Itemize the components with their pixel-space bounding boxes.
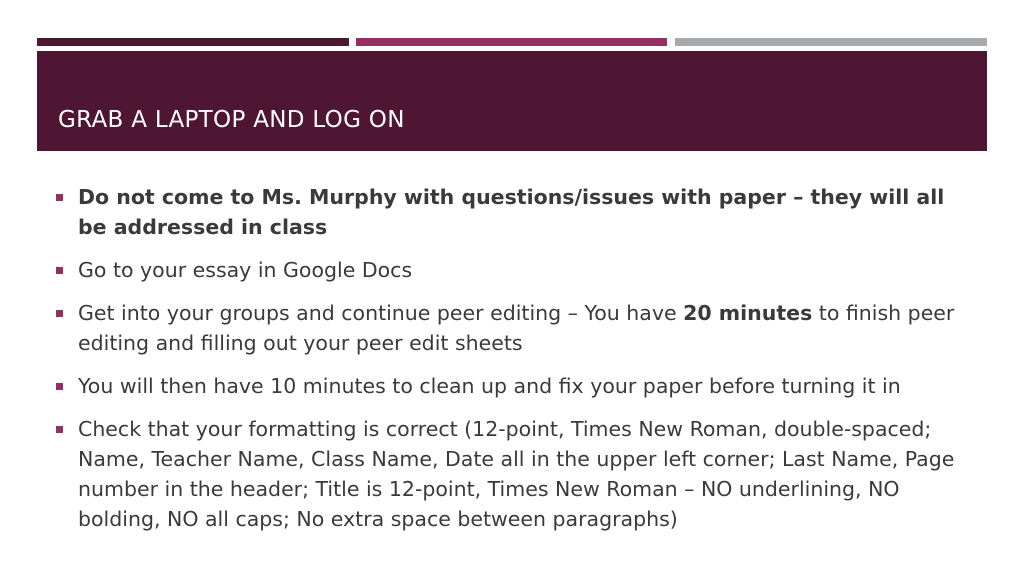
bullet-text-after: to finish peer editing and filling out your peer edit sheets xyxy=(78,301,955,355)
slide-title: GRAB A LAPTOP AND LOG ON xyxy=(58,107,405,133)
square-bullet-icon xyxy=(56,426,63,433)
bullet-list xyxy=(52,182,977,547)
accent-bar-dark xyxy=(37,38,349,46)
bullet-text: Check that your formatting is correct (12-point, Times New Roman, double-spaced; Name, Teacher Name, Class Name, Date all in the upper left corner; Last Name, Page number in the header; Title is 12-point, Times New Roman – NO underlining, NO bolding, NO all caps; No extra space between paragraphs) xyxy=(78,417,955,531)
square-bullet-icon xyxy=(56,194,63,201)
accent-bar-magenta xyxy=(356,38,667,46)
title-band xyxy=(37,51,987,151)
bullet-text-bold: 20 minutes xyxy=(683,301,813,325)
bullet-item xyxy=(52,298,977,358)
bullet-text: You will then have 10 minutes to clean up and fix your paper before turning it in xyxy=(78,374,901,398)
bullet-item xyxy=(52,182,977,242)
bullet-text: Do not come to Ms. Murphy with questions/issues with paper – they will all be addressed in class xyxy=(78,185,945,239)
square-bullet-icon xyxy=(56,383,63,390)
bullet-text-before: Get into your groups and continue peer editing – You have xyxy=(78,301,684,325)
square-bullet-icon xyxy=(56,310,63,317)
bullet-text: Go to your essay in Google Docs xyxy=(78,258,413,282)
bullet-item xyxy=(52,255,977,285)
bullet-item xyxy=(52,371,977,401)
square-bullet-icon xyxy=(56,267,63,274)
bullet-item xyxy=(52,414,977,534)
accent-bar-gray xyxy=(675,38,987,46)
